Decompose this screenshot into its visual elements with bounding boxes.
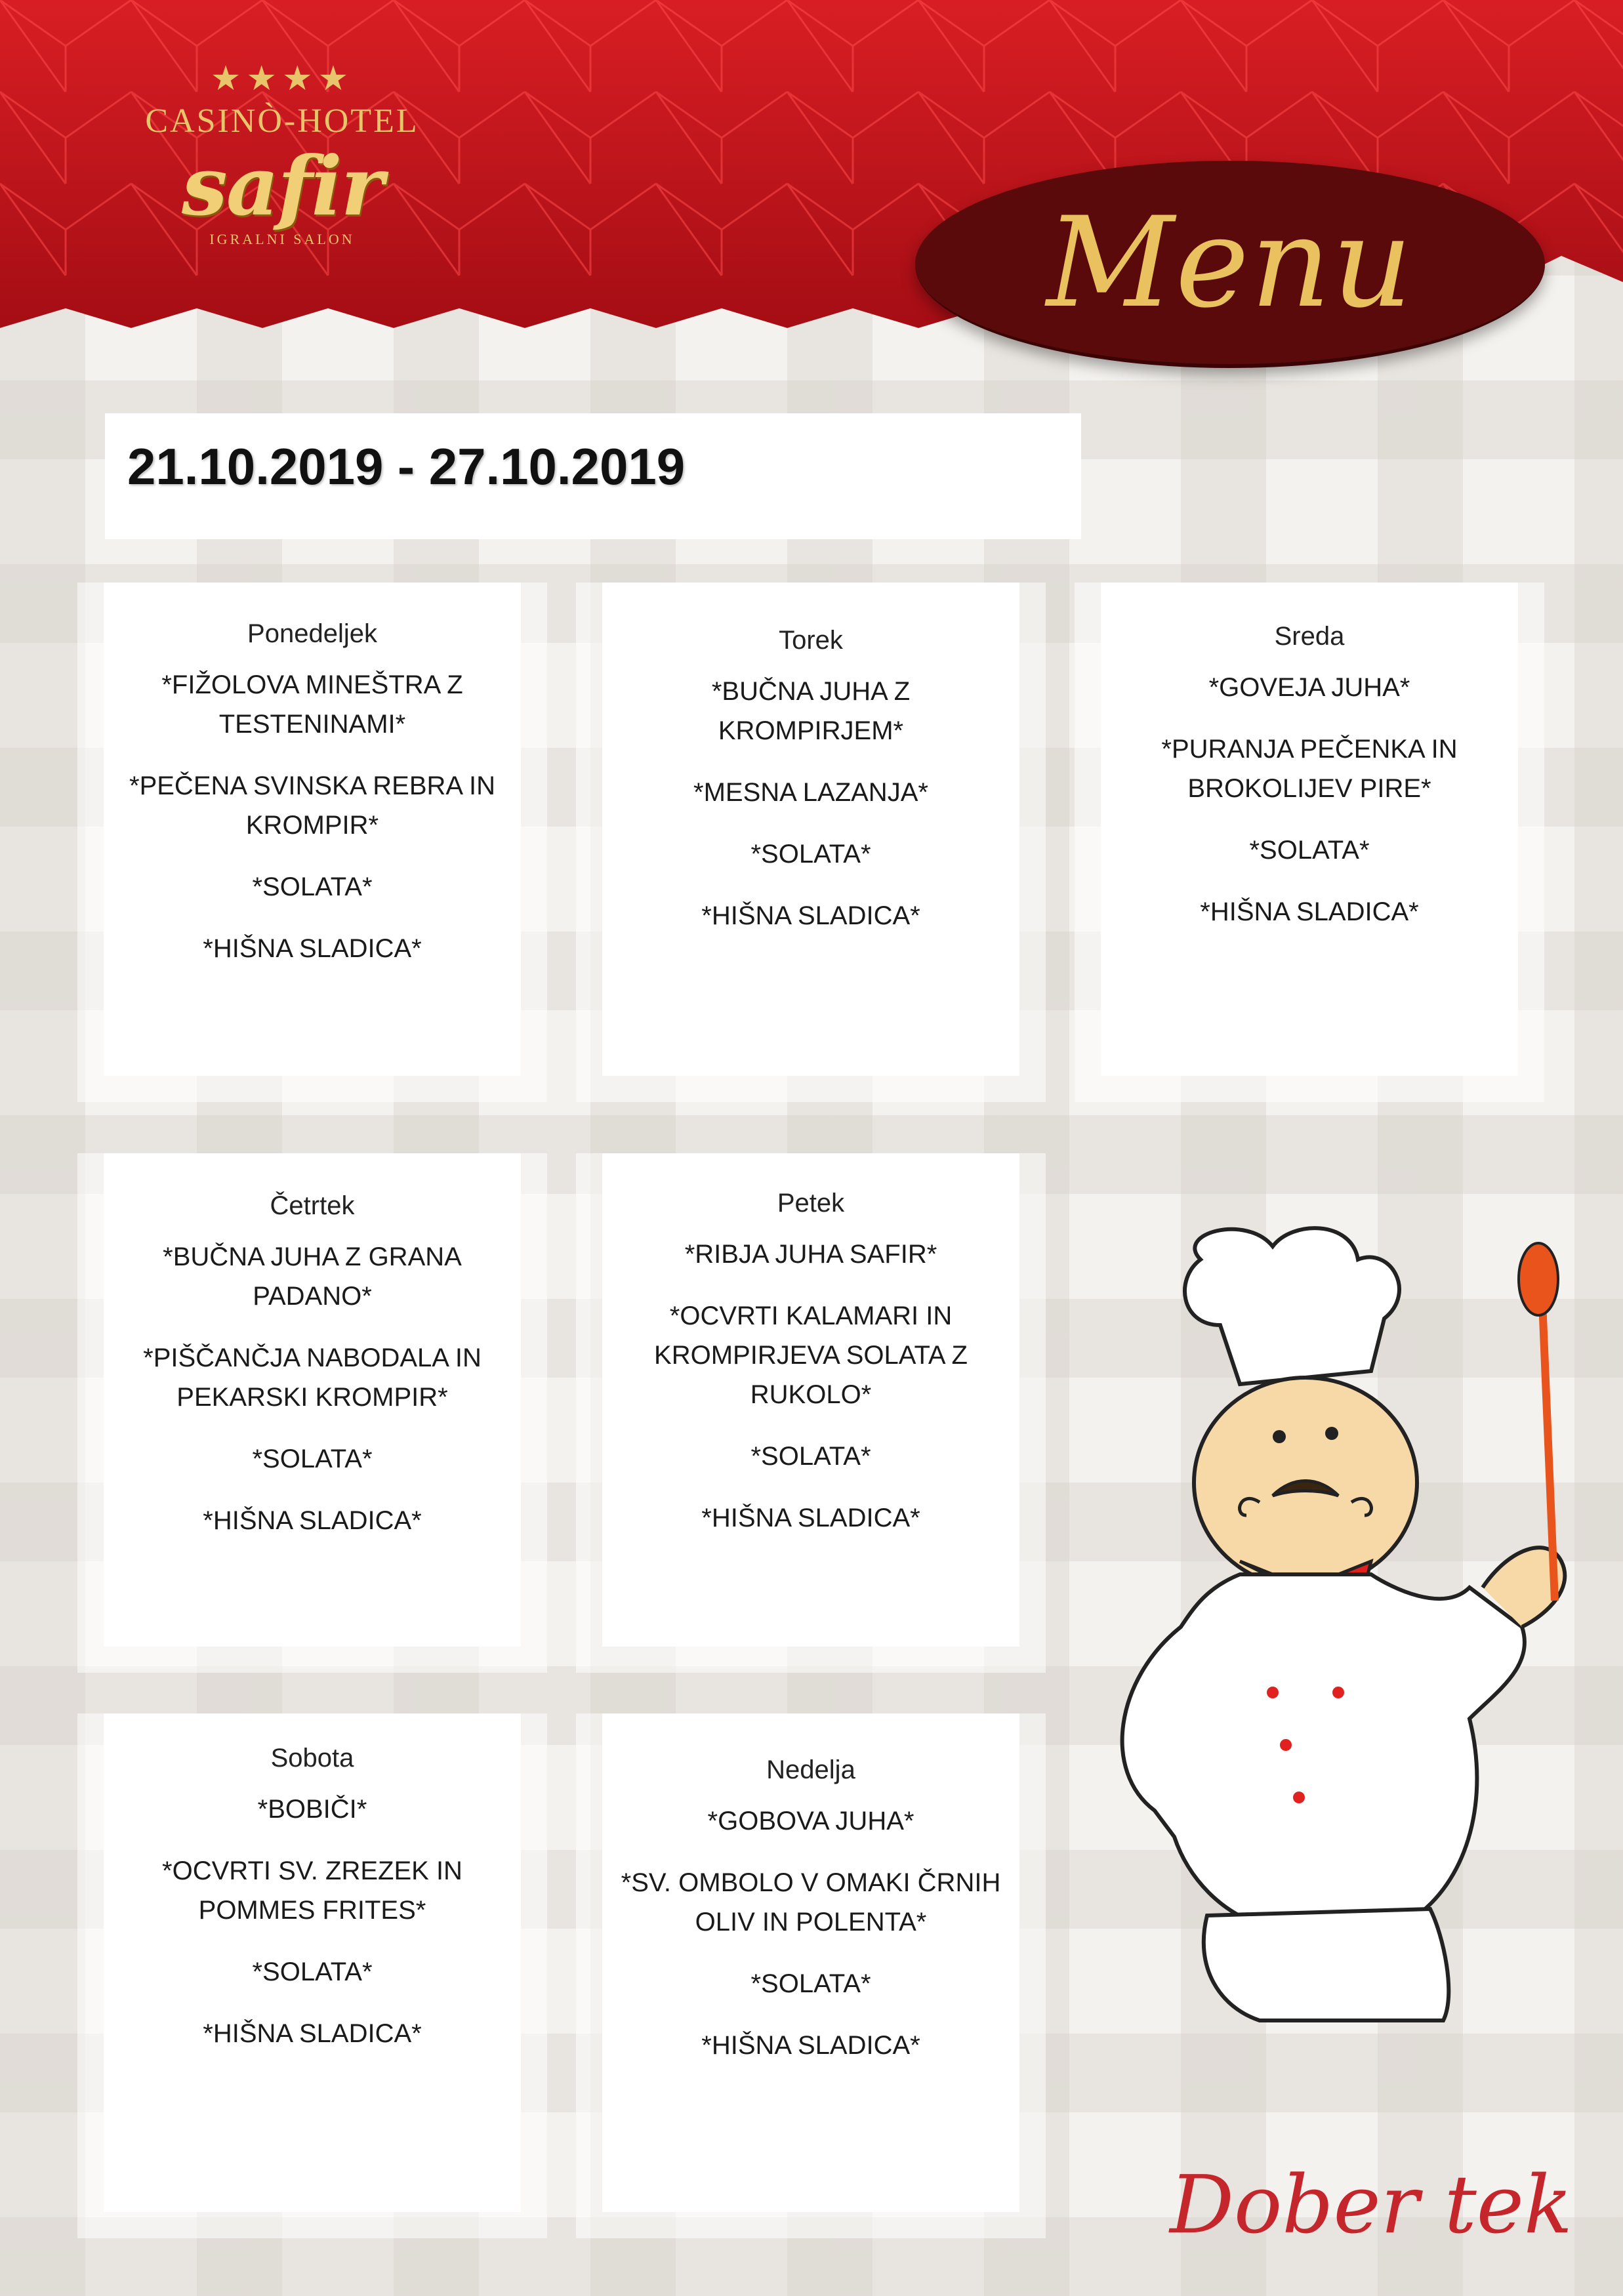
date-range-box — [105, 413, 1081, 539]
menu-dish: *HIŠNA SLADICA* — [203, 2019, 422, 2048]
salon-label: IGRALNI SALON — [209, 231, 355, 247]
menu-dish: *OCVRTI KALAMARI IN KROMPIRJEVA SOLATA Z RUKOLO* — [654, 1302, 968, 1409]
hotel-logo — [125, 59, 440, 276]
menu-dish: *HIŠNA SLADICA* — [1200, 897, 1419, 926]
day-card-panel — [602, 1713, 1019, 2212]
day-card-panel — [1101, 583, 1518, 1076]
menu-dish: *SOLATA* — [750, 1442, 871, 1471]
date-range: 21.10.2019 - 27.10.2019 — [127, 438, 686, 495]
menu-dish: *OCVRTI SV. ZREZEK IN POMMES FRITES* — [162, 1856, 462, 1925]
menu-dish: *SOLATA* — [1249, 836, 1370, 865]
menu-title-badge — [915, 161, 1545, 368]
rating-stars: ★★★★ — [210, 59, 354, 98]
menu-dish: *SOLATA* — [252, 1958, 373, 1986]
day-name: Sobota — [270, 1744, 354, 1773]
day-name: Torek — [779, 626, 843, 655]
menu-dish: *HIŠNA SLADICA* — [701, 1504, 920, 1532]
menu-dish: *HIŠNA SLADICA* — [203, 934, 422, 963]
day-card-panel — [602, 583, 1019, 1076]
brand-name: safir — [182, 139, 382, 234]
menu-dish: *SOLATA* — [750, 840, 871, 869]
day-name: Sreda — [1274, 622, 1345, 651]
menu-dish: *SOLATA* — [252, 1445, 373, 1473]
menu-dish: *GOVEJA JUHA* — [1208, 673, 1410, 702]
footer-greeting: Dober tek — [1170, 2158, 1572, 2251]
menu-dish: *RIBJA JUHA SAFIR* — [684, 1240, 937, 1269]
menu-dish: *HIŠNA SLADICA* — [203, 1506, 422, 1535]
day-name: Petek — [777, 1189, 845, 1218]
menu-dish: *PEČENA SVINSKA REBRA IN KROMPIR* — [129, 771, 495, 840]
menu-dish: *SOLATA* — [252, 872, 373, 901]
day-name: Četrtek — [270, 1191, 355, 1220]
menu-title: Menu — [1046, 190, 1414, 335]
menu-dish: *FIŽOLOVA MINEŠTRA Z TESTENINAMI* — [161, 670, 463, 739]
day-card — [77, 583, 547, 1102]
hotel-name: CASINÒ-HOTEL — [145, 102, 419, 140]
menu-dish: *HIŠNA SLADICA* — [701, 2031, 920, 2060]
day-card — [576, 1153, 1046, 1673]
menu-dish: *BUČNA JUHA Z KROMPIRJEM* — [711, 677, 911, 745]
chef-illustration-icon — [1076, 1220, 1601, 2034]
menu-dish: *SV. OMBOLO V OMAKI ČRNIH OLIV IN POLENTA* — [621, 1868, 1001, 1937]
day-card — [77, 1713, 547, 2238]
menu-dish: *HIŠNA SLADICA* — [701, 901, 920, 930]
menu-dish: *SOLATA* — [750, 1969, 871, 1998]
day-card — [1075, 583, 1544, 1102]
menu-dish: *MESNA LAZANJA* — [693, 778, 928, 807]
menu-dish: *GOBOVA JUHA* — [707, 1807, 914, 1835]
day-name: Ponedeljek — [247, 619, 377, 648]
day-card — [77, 1153, 547, 1673]
day-card — [576, 1713, 1046, 2238]
day-card — [576, 583, 1046, 1102]
menu-dish: *PIŠČANČJA NABODALA IN PEKARSKI KROMPIR* — [143, 1343, 482, 1412]
menu-dish: *PURANJA PEČENKA IN BROKOLIJEV PIRE* — [1161, 735, 1458, 803]
menu-dish: *BUČNA JUHA Z GRANA PADANO* — [163, 1242, 462, 1311]
menu-dish: *BOBIČI* — [257, 1795, 367, 1824]
day-name: Nedelja — [766, 1755, 855, 1784]
